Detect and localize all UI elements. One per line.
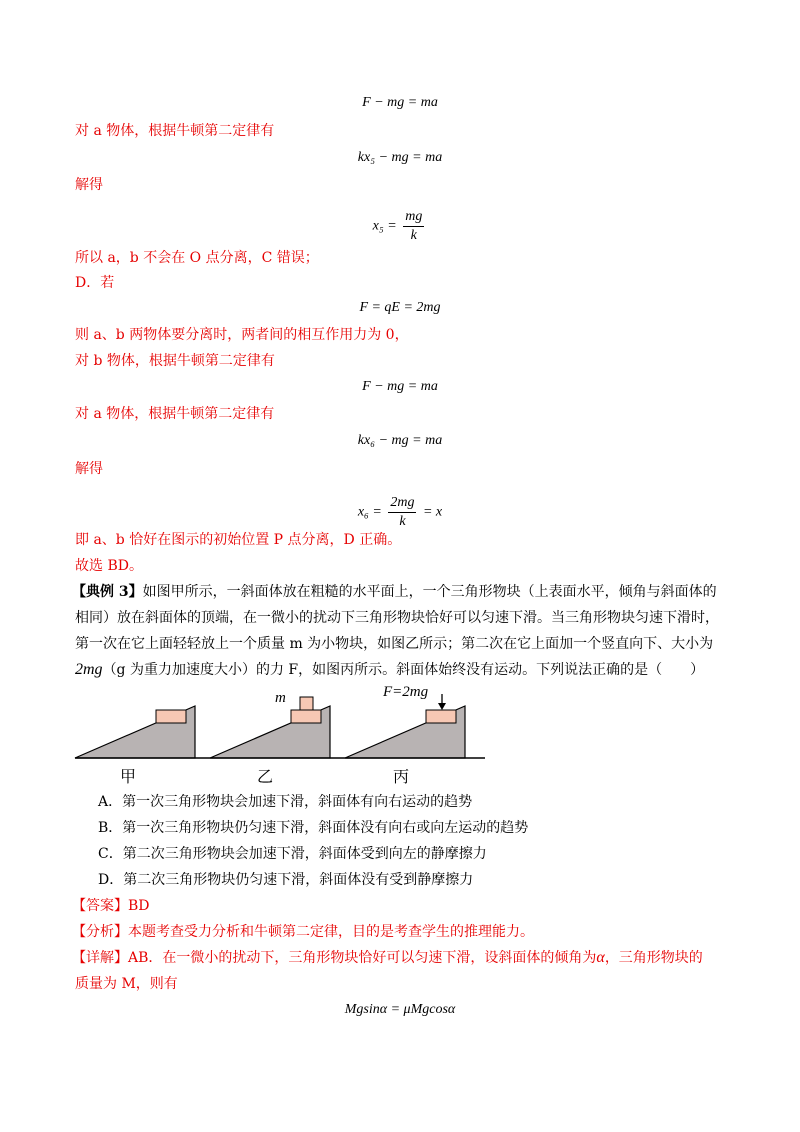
text-line: 对 a 物体，根据牛顿第二定律有 (75, 406, 275, 422)
example-paragraph-line (75, 660, 704, 680)
fraction-denominator: k (399, 514, 406, 529)
example-text: 如图甲所示，一斜面体放在粗糙的水平面上，一个三角形物块（上表面水平，倾角与斜面体的 (142, 584, 717, 600)
label-m: m (275, 690, 286, 706)
force-arrow-head (438, 703, 446, 710)
text-line: 对 a 物体，根据牛顿第二定律有 (75, 123, 275, 139)
answer-value: BD (128, 898, 150, 914)
answer-tag: 【答案】 (72, 898, 128, 914)
block-3 (426, 710, 456, 723)
equation-7 (0, 494, 800, 531)
equation-7-rhs: = x (422, 504, 443, 520)
block-1 (156, 710, 186, 723)
detail-text: AB．在一微小的扰动下，三角形物块恰好可以匀速下滑，设斜面体的倾角为 (128, 950, 597, 966)
option-a: A．第一次三角形物块会加速下滑，斜面体有向右运动的趋势 (98, 794, 473, 810)
equation-2: kx₅ − mg = ma (357, 150, 443, 165)
option-b: B．第一次三角形物块仍匀速下滑，斜面体没有向右或向左运动的趋势 (98, 820, 529, 836)
option-d: D．第二次三角形物块仍匀速下滑，斜面体没有受到静摩擦力 (98, 872, 474, 888)
incline-figure (70, 684, 490, 786)
answer-line (72, 896, 150, 916)
caption-bing: 丙 (393, 767, 410, 786)
equation-1: F − mg = ma (362, 95, 438, 110)
equation-5: F − mg = ma (362, 379, 438, 394)
text-line: 解得 (75, 177, 103, 193)
equation-4: F = qE = 2mg (359, 300, 441, 315)
equation-6: kx₆ − mg = ma (357, 433, 443, 448)
caption-yi: 乙 (257, 767, 274, 786)
equation-3-lhs: x₅ = (372, 218, 397, 234)
example-paragraph-line (72, 582, 717, 602)
example-text: （g 为重力加速度大小）的力 F，如图丙所示。斜面体始终没有运动。下列说法正确的是（ ） (102, 662, 705, 678)
option-c: C．第二次三角形物块会加速下滑，斜面体受到向左的静摩擦力 (98, 846, 487, 862)
detail-line: 质量为 M，则有 (75, 976, 178, 992)
example-paragraph-line: 相同）放在斜面体的顶端，在一微小的扰动下三角形物块恰好可以匀速下滑。当三角形物块匀速下滑时， (75, 610, 719, 626)
block-2 (291, 710, 321, 723)
text-line: D．若 (75, 275, 115, 291)
text-line: 对 b 物体，根据牛顿第二定律有 (75, 353, 275, 369)
text-line: 解得 (75, 461, 103, 477)
equation-8: Mgsinα = μMgcosα (344, 1002, 456, 1017)
equation-7-lhs: x₆ = (357, 504, 382, 520)
fraction (403, 208, 424, 245)
example-tag: 【典例 3】 (72, 584, 143, 600)
label-force: F=2mg (383, 684, 429, 700)
caption-jia: 甲 (120, 767, 137, 786)
fraction-numerator: mg (403, 208, 424, 227)
text-line: 故选 BD。 (75, 558, 143, 574)
equation-3 (0, 208, 800, 245)
text-line: 所以 a，b 不会在 O 点分离，C 错误； (75, 250, 319, 266)
alpha-symbol: α (596, 949, 605, 966)
detail-text-2: ，三角形物块的 (604, 950, 703, 966)
fraction (388, 494, 416, 531)
text-line: 即 a、b 恰好在图示的初始位置 P 点分离，D 正确。 (75, 532, 402, 548)
analysis-text: 本题考查受力分析和牛顿第二定律，目的是考查学生的推理能力。 (128, 924, 534, 940)
example-expr: 2mg (75, 661, 103, 678)
fraction-numerator: 2mg (388, 494, 416, 513)
detail-tag: 【详解】 (72, 950, 128, 966)
analysis-tag: 【分析】 (72, 924, 128, 940)
example-paragraph-line: 第一次在它上面轻轻放上一个质量 m 为小物块，如图乙所示；第二次在它上面加一个竖直向下、大小为 (75, 636, 714, 652)
text-line: 则 a、b 两物体要分离时，两者间的相互作用力为 0， (75, 327, 409, 343)
small-block (300, 697, 313, 710)
detail-line (72, 948, 703, 968)
analysis-line (72, 922, 534, 942)
fraction-denominator: k (410, 228, 417, 243)
